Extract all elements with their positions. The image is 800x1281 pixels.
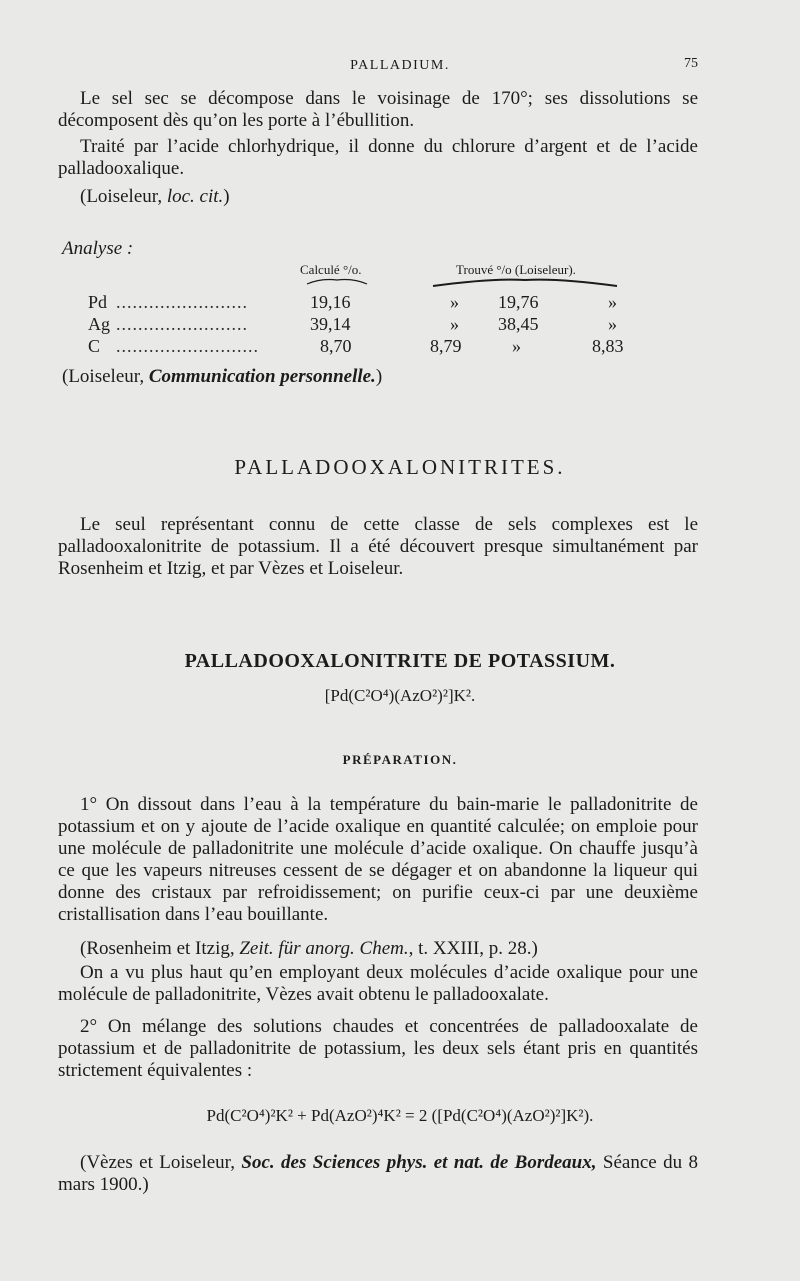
found-value-1: » <box>450 292 459 312</box>
column-header-calculated: Calculé °/o. <box>300 262 362 277</box>
ref-text: (Vèzes et Loiseleur, <box>80 1152 242 1173</box>
element-symbol: Pd <box>88 292 108 312</box>
analysis-row-pd <box>88 292 648 314</box>
found-value-3: 8,83 <box>592 336 624 356</box>
intro-paragraph-1: Le sel sec se décompose dans le voisinage de 170°; ses dissolutions se décomposent dès qu’on les porte à l’ébullition. <box>58 88 698 131</box>
ref-italic: loc. cit. <box>166 186 224 207</box>
ref-italic: Soc. des Sciences phys. et nat. de Bordeaux, <box>241 1152 597 1173</box>
section-title-potassium-salt: PALLADOOXALONITRITE DE POTASSIUM. <box>184 650 616 672</box>
preparation-method-2: 2° On mélange des solutions chaudes et concentrées de palladooxalate de potassium et de palladonitrite de potassium, les deux sels étant pris en quantités strictement équivalentes : <box>58 1016 698 1081</box>
ref-italic: Communication personnelle. <box>148 366 376 387</box>
ref-text: ) <box>223 186 230 207</box>
ref-text: (Rosenheim et Itzig, <box>80 938 240 959</box>
reference-vezes-loiseleur <box>58 1152 698 1196</box>
section1-paragraph: Le seul représentant connu de cette classe de sels complexes est le palladooxalonitrite de potassium. Il a été découvert presque simultanément par Rosenheim et Itzig, et par Vèzes et Loiseleur. <box>58 514 698 579</box>
brace-calculated <box>306 276 368 286</box>
leader-dots: ........................ <box>116 292 248 312</box>
element-symbol: C <box>88 336 101 356</box>
found-value-3: » <box>608 314 617 334</box>
intro-paragraph-2: Traité par l’acide chlorhydrique, il donne du chlorure d’argent et de l’acide palladooxalique. <box>58 136 698 179</box>
page-number: 75 <box>684 56 698 71</box>
found-value-2: 38,45 <box>498 314 539 334</box>
analysis-row-c <box>88 336 648 358</box>
ref-text: (Loiseleur, <box>80 186 167 207</box>
brace-found <box>432 276 618 286</box>
found-value-1: 8,79 <box>430 336 462 356</box>
analysis-row-ag <box>88 314 648 336</box>
ref-text: , t. XXIII, p. 28.) <box>408 938 538 959</box>
analysis-label: Analyse : <box>62 238 134 259</box>
preparation-method-1: 1° On dissout dans l’eau à la température du bain-marie le palladonitrite de potassium et on y ajoute de l’acide oxalique en quantité calculée; on emploie pour une molécule de palladonitrite une molécule d’acide oxalique. On chauffe jusqu’à ce que les vapeurs nitreuses cessent de se dégager et on abandonne la liqueur qui donne des cristaux par refroidissement; on purifie ceux-ci par une deuxième cristallisation dans l’eau bouillante. <box>58 794 698 925</box>
calculated-value: 8,70 <box>320 336 352 356</box>
reaction-equation: Pd(C²O⁴)²K² + Pd(AzO²)⁴K² = 2 ([Pd(C²O⁴)(AzO²)²]K²). <box>206 1106 594 1125</box>
note-vezes: On a vu plus haut qu’en employant deux molécules d’acide oxalique pour une molécule de palladonitrite, Vèzes avait obtenu le palladooxalate. <box>58 962 698 1005</box>
found-value-3: » <box>608 292 617 312</box>
ref-italic: Zeit. für anorg. Chem. <box>239 938 409 959</box>
element-symbol: Ag <box>88 314 110 334</box>
reference-rosenheim <box>58 938 698 960</box>
leader-dots: ........................ <box>116 314 248 334</box>
analysis-reference <box>62 366 702 388</box>
found-value-1: » <box>450 314 459 334</box>
column-header-found: Trouvé °/o (Loiseleur). <box>456 262 576 277</box>
ref-text: (Loiseleur, <box>62 366 149 387</box>
found-value-2: » <box>512 336 521 356</box>
calculated-value: 39,14 <box>310 314 351 334</box>
running-head: PALLADIUM. <box>350 58 450 73</box>
subsection-title-preparation: PRÉPARATION. <box>342 752 458 767</box>
intro-reference <box>58 186 698 208</box>
found-value-2: 19,76 <box>498 292 539 312</box>
compound-formula: [Pd(C²O⁴)(AzO²)²]K². <box>324 686 476 705</box>
ref-text: ) <box>375 366 383 387</box>
leader-dots: .......................... <box>116 336 259 356</box>
calculated-value: 19,16 <box>310 292 351 312</box>
section-title-palladooxalonitrites: PALLADOOXALONITRITES. <box>234 455 566 479</box>
ref-text: Séance du 8 mars 1900.) <box>58 1152 698 1195</box>
